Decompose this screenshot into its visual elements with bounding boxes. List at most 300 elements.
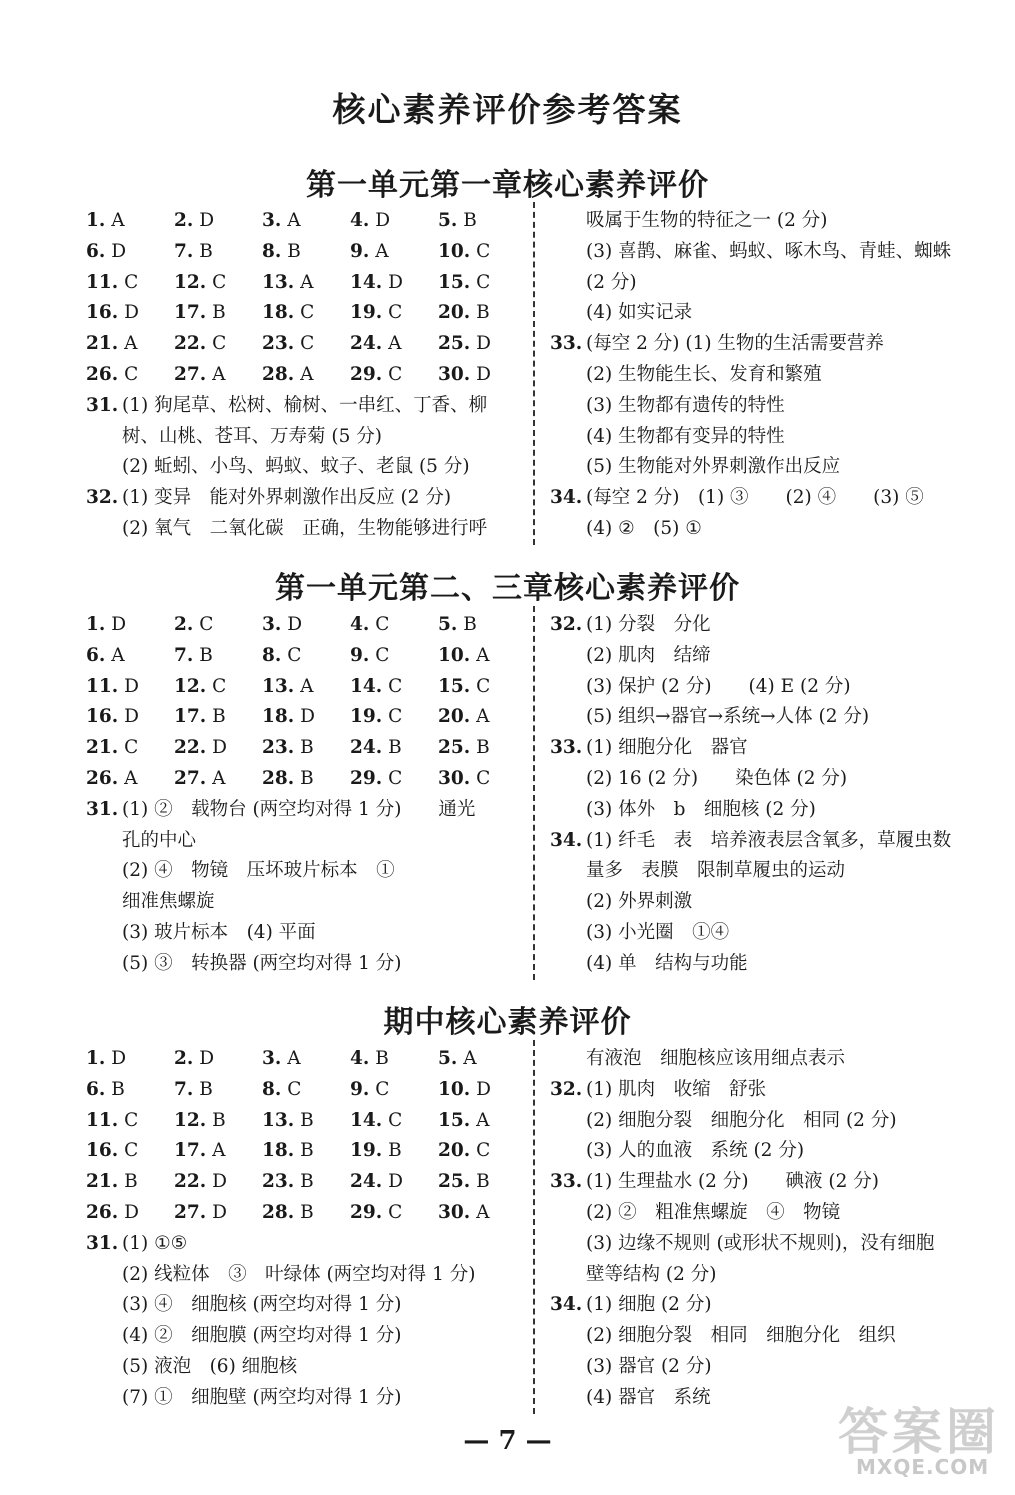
choice-letter: C: [470, 767, 491, 789]
choice-letter: D: [105, 1048, 127, 1069]
choice-letter: C: [369, 1078, 390, 1100]
choice-answer: [86, 360, 138, 391]
answer-text: (1) 分裂 分化: [586, 614, 711, 635]
choice-letter: A: [369, 240, 389, 262]
answer-text: (1) ①⑤: [122, 1232, 188, 1254]
question-number: 5.: [438, 210, 458, 231]
answer-text: (2) 蚯蚓、小鸟、蚂蚁、蚊子、老鼠 (5 分): [122, 456, 470, 478]
answer-line: [550, 733, 980, 764]
choice-answer: [174, 641, 213, 672]
choice-answer: [350, 360, 402, 391]
answer-text: (3) 小光圈 ①④: [586, 921, 730, 943]
choice-letter: A: [470, 706, 490, 728]
question-number: 15.: [438, 675, 471, 697]
question-number: 5.: [438, 614, 458, 635]
choice-answer: [350, 672, 402, 703]
choice-letter: C: [206, 675, 227, 697]
answer-line: [550, 452, 980, 483]
choice-answer: [350, 1198, 402, 1229]
choice-answer: [350, 1106, 402, 1137]
question-number: 32.: [550, 1078, 583, 1100]
question-number: 25.: [438, 1171, 471, 1193]
choice-answer: [438, 610, 477, 641]
question-number: 31.: [86, 1232, 119, 1254]
choice-letter: B: [470, 1171, 490, 1193]
choice-row: [86, 672, 518, 703]
question-number: 31.: [86, 798, 119, 820]
choice-letter: B: [193, 240, 213, 262]
answer-text: (2) 氧气 二氧化碳 正确，生物能够进行呼: [122, 517, 488, 539]
answer-text: (3) 玻片标本 (4) 平面: [122, 921, 316, 943]
choice-answer: [174, 329, 226, 360]
choice-answer: [350, 206, 390, 237]
question-number: 26.: [86, 1201, 119, 1223]
right-answer-column: [550, 610, 980, 980]
question-number: 16.: [86, 302, 119, 324]
choice-letter: C: [118, 271, 139, 293]
choice-answer: [262, 298, 314, 329]
choice-answer: [262, 764, 314, 795]
question-number: 29.: [350, 363, 383, 385]
question-number: 4.: [350, 614, 370, 635]
question-number: 21.: [86, 737, 119, 759]
choice-letter: A: [118, 333, 138, 355]
choice-answer: [174, 1167, 227, 1198]
choice-answer: [438, 298, 490, 329]
choice-letter: D: [382, 271, 403, 293]
answer-line: [86, 1321, 518, 1352]
choice-answer: [350, 641, 389, 672]
question-number: 28.: [262, 767, 295, 789]
choice-answer: [438, 206, 477, 237]
choice-letter: D: [105, 240, 127, 262]
question-number: 21.: [86, 333, 119, 355]
question-number: 11.: [86, 1109, 119, 1131]
answer-line: [550, 1229, 980, 1260]
choice-answer: [438, 329, 491, 360]
choice-letter: C: [382, 767, 403, 789]
question-number: 24.: [350, 737, 383, 759]
question-number: 15.: [438, 1109, 471, 1131]
question-number: 34.: [550, 829, 583, 851]
question-number: 18.: [262, 302, 295, 324]
choice-letter: C: [294, 333, 315, 355]
answer-text: (1) 纤毛 表 培养液表层含氧多，草履虫数: [586, 829, 952, 851]
answer-line: [550, 887, 980, 918]
choice-answer: [262, 1136, 314, 1167]
question-number: 21.: [86, 1171, 119, 1193]
choice-answer: [262, 610, 302, 641]
choice-answer: [438, 360, 491, 391]
choice-letter: D: [206, 1171, 227, 1193]
watermark-url: MXQE.COM: [856, 1455, 990, 1479]
choice-letter: D: [118, 1201, 139, 1223]
question-number: 14.: [350, 1109, 383, 1131]
choice-letter: B: [382, 1140, 402, 1162]
choice-answer: [86, 733, 138, 764]
answer-line: [550, 1260, 980, 1291]
choice-answer: [262, 733, 314, 764]
choice-answer: [262, 641, 301, 672]
answer-line: [86, 795, 518, 826]
question-number: 18.: [262, 706, 295, 728]
question-number: 20.: [438, 302, 471, 324]
choice-row: [86, 206, 518, 237]
answer-line: [550, 856, 980, 887]
choice-answer: [350, 610, 389, 641]
watermark-logo: 答案圈: [838, 1403, 1000, 1461]
choice-letter: A: [105, 644, 125, 666]
choice-answer: [350, 702, 402, 733]
answer-line: [86, 887, 518, 918]
choice-answer: [438, 764, 490, 795]
question-number: 3.: [262, 210, 282, 231]
question-number: 29.: [350, 1201, 383, 1223]
choice-answer: [350, 764, 402, 795]
answer-line: [86, 856, 518, 887]
question-number: 2.: [174, 1048, 194, 1069]
answer-line: [86, 514, 518, 545]
choice-answer: [86, 1106, 138, 1137]
choice-letter: C: [206, 333, 227, 355]
answer-line: [550, 795, 980, 826]
answer-line: [86, 452, 518, 483]
choice-answer: [262, 702, 315, 733]
answer-line: [86, 918, 518, 949]
left-answer-column: [86, 206, 518, 545]
question-number: 3.: [262, 614, 282, 635]
answer-text: (3) 生物都有遗传的特性: [586, 394, 785, 416]
choice-answer: [86, 298, 139, 329]
question-number: 26.: [86, 363, 119, 385]
choice-answer: [350, 1167, 403, 1198]
answer-text: (1) 肌肉 收缩 舒张: [586, 1078, 767, 1100]
question-number: 33.: [550, 333, 583, 355]
choice-answer: [174, 237, 213, 268]
choice-letter: D: [294, 706, 315, 728]
answer-line: [550, 918, 980, 949]
choice-answer: [174, 702, 226, 733]
choice-answer: [262, 1075, 301, 1106]
choice-letter: A: [294, 271, 314, 293]
answer-text: (4) ② (5) ①: [586, 517, 702, 539]
answer-line: [550, 641, 980, 672]
choice-answer: [86, 1044, 126, 1075]
choice-answer: [174, 268, 226, 299]
question-number: 11.: [86, 271, 119, 293]
choice-row: [86, 237, 518, 268]
choice-letter: B: [294, 1171, 314, 1193]
question-number: 27.: [174, 363, 207, 385]
question-number: 30.: [438, 767, 471, 789]
choice-letter: C: [294, 302, 315, 324]
question-number: 13.: [262, 1109, 295, 1131]
choice-row: [86, 1044, 518, 1075]
choice-answer: [438, 1075, 491, 1106]
choice-row: [86, 329, 518, 360]
question-number: 7.: [174, 240, 194, 262]
question-number: 12.: [174, 271, 207, 293]
question-number: 4.: [350, 210, 370, 231]
answer-line: [86, 391, 518, 422]
choice-answer: [86, 237, 126, 268]
choice-letter: C: [118, 1109, 139, 1131]
choice-answer: [86, 268, 138, 299]
question-number: 13.: [262, 271, 295, 293]
choice-answer: [174, 1044, 214, 1075]
column-divider: [533, 606, 535, 980]
answer-text: 吸属于生物的特征之一 (2 分): [586, 210, 828, 231]
choice-answer: [262, 206, 301, 237]
choice-answer: [350, 1044, 389, 1075]
choice-letter: D: [206, 737, 227, 759]
choice-letter: C: [382, 706, 403, 728]
question-number: 30.: [438, 363, 471, 385]
choice-row: [86, 1136, 518, 1167]
choice-letter: A: [470, 1201, 490, 1223]
choice-row: [86, 733, 518, 764]
question-number: 17.: [174, 1140, 207, 1162]
question-number: 2.: [174, 210, 194, 231]
question-number: 32.: [86, 487, 119, 509]
choice-letter: C: [382, 1109, 403, 1131]
question-number: 19.: [350, 706, 383, 728]
choice-answer: [86, 1167, 138, 1198]
question-number: 23.: [262, 1171, 295, 1193]
answer-line: [550, 702, 980, 733]
choice-letter: B: [294, 1201, 314, 1223]
choice-letter: C: [281, 644, 302, 666]
answer-line: [86, 1260, 518, 1291]
choice-letter: D: [105, 614, 127, 635]
choice-letter: D: [118, 302, 139, 324]
answer-text: (5) 液泡 (6) 细胞核: [122, 1355, 298, 1377]
answer-text: (1) ② 载物台 (两空均对得 1 分) 通光: [122, 798, 476, 820]
choice-answer: [262, 1167, 314, 1198]
choice-answer: [174, 733, 227, 764]
answer-line: [550, 1075, 980, 1106]
choice-letter: B: [294, 1140, 314, 1162]
column-divider: [533, 1040, 535, 1414]
choice-letter: D: [369, 210, 391, 231]
choice-letter: B: [457, 210, 477, 231]
choice-answer: [262, 268, 313, 299]
choice-letter: B: [105, 1078, 125, 1100]
answer-line: [86, 483, 518, 514]
page-title: 核心素养评价参考答案: [332, 90, 683, 129]
choice-answer: [438, 1106, 489, 1137]
choice-answer: [174, 206, 214, 237]
choice-answer: [86, 641, 125, 672]
choice-letter: D: [281, 614, 303, 635]
answer-text: 有液泡 细胞核应该用细点表示: [586, 1048, 846, 1069]
right-answer-column: [550, 206, 980, 545]
choice-answer: [262, 360, 313, 391]
choice-letter: A: [105, 210, 125, 231]
answer-line: [550, 826, 980, 857]
choice-answer: [438, 237, 490, 268]
question-number: 7.: [174, 644, 194, 666]
choice-letter: A: [470, 1109, 490, 1131]
choice-letter: C: [382, 675, 403, 697]
question-number: 1.: [86, 1048, 106, 1069]
section-heading: 第一单元第二、三章核心素养评价: [275, 571, 740, 606]
choice-answer: [350, 329, 401, 360]
question-number: 8.: [262, 240, 282, 262]
answer-text: (1) 变异 能对外界刺激作出反应 (2 分): [122, 487, 452, 509]
question-number: 1.: [86, 210, 106, 231]
choice-answer: [438, 268, 490, 299]
choice-letter: B: [206, 302, 226, 324]
question-number: 8.: [262, 1078, 282, 1100]
answer-text: (2) 外界刺激: [586, 891, 693, 913]
choice-answer: [86, 672, 139, 703]
choice-letter: B: [206, 1109, 226, 1131]
choice-letter: D: [193, 210, 215, 231]
question-number: 24.: [350, 1171, 383, 1193]
choice-letter: C: [382, 363, 403, 385]
choice-letter: C: [118, 737, 139, 759]
choice-answer: [86, 1075, 125, 1106]
choice-row: [86, 1106, 518, 1137]
choice-answer: [174, 672, 226, 703]
answer-line: [550, 672, 980, 703]
answer-line: [86, 1229, 518, 1260]
answer-line: [86, 1383, 518, 1414]
section-heading: 期中核心素养评价: [383, 1005, 632, 1040]
choice-letter: B: [294, 767, 314, 789]
answer-line: [550, 764, 980, 795]
choice-letter: B: [193, 644, 213, 666]
choice-letter: C: [382, 1201, 403, 1223]
answer-line: [550, 1321, 980, 1352]
choice-letter: A: [382, 333, 402, 355]
choice-row: [86, 1198, 518, 1229]
answer-line: [550, 514, 980, 545]
question-number: 6.: [86, 240, 106, 262]
question-number: 20.: [438, 706, 471, 728]
choice-answer: [262, 1044, 301, 1075]
answer-text: (3) 体外 b 细胞核 (2 分): [586, 798, 816, 820]
answer-line: [550, 422, 980, 453]
answer-line: [550, 610, 980, 641]
column-divider: [533, 202, 535, 545]
choice-letter: C: [193, 614, 214, 635]
answer-text: (2) 细胞分裂 细胞分化 相同 (2 分): [586, 1109, 897, 1131]
answer-line: [550, 1136, 980, 1167]
question-number: 4.: [350, 1048, 370, 1069]
choice-answer: [174, 1198, 227, 1229]
question-number: 12.: [174, 675, 207, 697]
choice-answer: [350, 1075, 389, 1106]
question-number: 30.: [438, 1201, 471, 1223]
choice-answer: [438, 733, 490, 764]
choice-letter: A: [294, 363, 314, 385]
answer-line: [550, 391, 980, 422]
right-answer-column: [550, 1044, 980, 1414]
section-heading: 第一单元第一章核心素养评价: [306, 168, 709, 203]
choice-letter: B: [470, 302, 490, 324]
question-number: 34.: [550, 1294, 583, 1316]
question-number: 23.: [262, 737, 295, 759]
choice-answer: [438, 1198, 489, 1229]
answer-text: (2) ④ 物镜 压坏玻片标本 ①: [122, 860, 395, 882]
question-number: 14.: [350, 271, 383, 293]
choice-answer: [262, 329, 314, 360]
answer-line: [550, 949, 980, 980]
answer-text: 壁等结构 (2 分): [586, 1263, 717, 1285]
answer-text: (2) 线粒体 ③ 叶绿体 (两空均对得 1 分): [122, 1263, 476, 1285]
choice-letter: A: [470, 644, 490, 666]
answer-line: [550, 237, 980, 268]
left-answer-column: [86, 1044, 518, 1414]
choice-answer: [262, 672, 313, 703]
answer-line: [550, 1044, 980, 1075]
answer-line: [86, 422, 518, 453]
answer-text: (1) 狗尾草、松树、榆树、一串红、丁香、柳: [122, 394, 488, 416]
answer-line: [550, 329, 980, 360]
answer-line: [550, 360, 980, 391]
answer-text: (1) 细胞分化 器官: [586, 737, 748, 759]
question-number: 1.: [86, 614, 106, 635]
question-number: 25.: [438, 333, 471, 355]
answer-line: [86, 1352, 518, 1383]
question-number: 9.: [350, 240, 370, 262]
answer-text: (3) ④ 细胞核 (两空均对得 1 分): [122, 1294, 402, 1316]
question-number: 33.: [550, 737, 583, 759]
choice-answer: [350, 237, 389, 268]
question-number: 8.: [262, 644, 282, 666]
choice-letter: D: [470, 333, 491, 355]
choice-letter: A: [457, 1048, 477, 1069]
choice-letter: D: [470, 1078, 491, 1100]
choice-row: [86, 298, 518, 329]
question-number: 7.: [174, 1078, 194, 1100]
choice-letter: A: [281, 210, 301, 231]
question-number: 19.: [350, 302, 383, 324]
choice-answer: [86, 329, 137, 360]
choice-answer: [86, 1136, 138, 1167]
question-number: 28.: [262, 1201, 295, 1223]
question-number: 32.: [550, 614, 583, 635]
choice-letter: A: [206, 363, 226, 385]
answer-text: (2) 细胞分裂 相同 细胞分化 组织: [586, 1325, 896, 1347]
choice-answer: [174, 298, 226, 329]
choice-letter: D: [382, 1171, 403, 1193]
choice-letter: C: [470, 271, 491, 293]
choice-answer: [86, 1198, 139, 1229]
answer-line: [550, 1106, 980, 1137]
answer-text: (每空 2 分) (1) 生物的生活需要营养: [586, 333, 884, 355]
choice-answer: [86, 702, 139, 733]
choice-answer: [438, 641, 489, 672]
question-number: 28.: [262, 363, 295, 385]
choice-letter: A: [206, 767, 226, 789]
question-number: 27.: [174, 767, 207, 789]
choice-letter: D: [193, 1048, 215, 1069]
choice-answer: [86, 206, 125, 237]
answer-line: [550, 298, 980, 329]
left-answer-column: [86, 610, 518, 980]
question-number: 22.: [174, 333, 207, 355]
choice-answer: [262, 1106, 314, 1137]
question-number: 10.: [438, 1078, 471, 1100]
page-number: — 7 —: [463, 1426, 552, 1456]
answer-text: (2 分): [586, 271, 637, 293]
choice-letter: B: [193, 1078, 213, 1100]
question-number: 25.: [438, 737, 471, 759]
answer-text: 量多 表膜 限制草履虫的运动: [586, 860, 846, 882]
